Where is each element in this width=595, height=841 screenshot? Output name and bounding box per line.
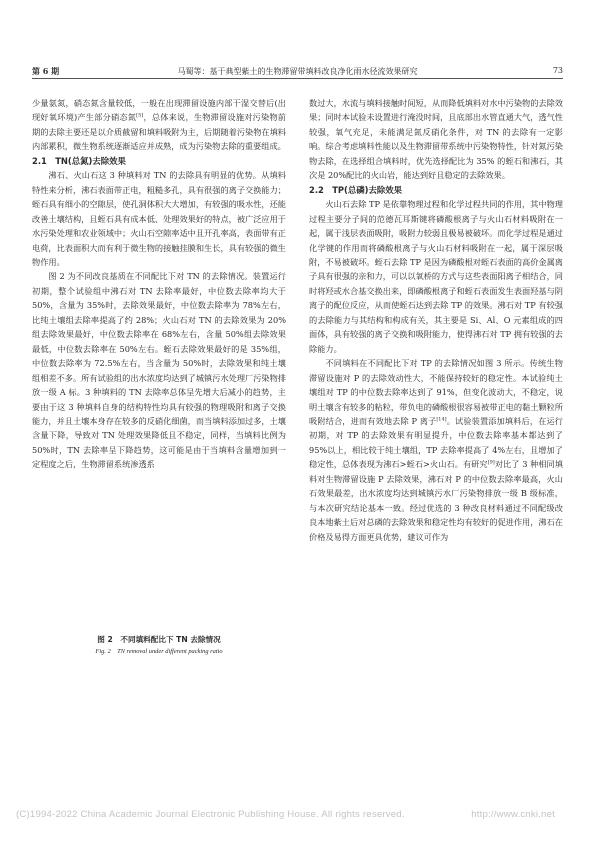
paragraph-text: ，总体来说，生物滞留设施对污染物前期的去除主要还是以介质截留和填料吸附为主，后期随着污染物在填料内部累积，微生物系统逐渐适应并成熟，成为污染物去除的重要组成。 — [32, 112, 286, 152]
section-heading-tn: 2.1 TN(总氮)去除效果 — [32, 155, 126, 166]
footer-link[interactable]: http://www.cnki.net — [471, 809, 555, 820]
paragraph — [309, 356, 563, 544]
figure-caption-en: Fig. 2 TN removal under different packing ratio — [95, 647, 223, 655]
running-title: 马蜀等：基于典型紫土的生物滞留带填料改良净化雨水径流效果研究 — [177, 67, 418, 76]
paragraph-text: 。试验装置添加填料后，在运行初期，对 TP 的去除效果有明显提升，中位数去除率基本都达到了 95%以上，相比较于纯土壤组，TP 去除率提高了 4%左右，且增加了稳定性，总体表现为沸石>蛭石>火山石。有研究 — [309, 416, 563, 470]
figure-2-placeholder — [32, 472, 286, 634]
issue-number: 第 6 期 — [32, 66, 60, 76]
paragraph: 数过大，水流与填料接触时间短，从而降低填料对水中污染物的去除效果；同时本试验未设置进行淹没时间，且底部出水管直通大气，透气性较强，氧气充足，未能满足氮反硝化条件，对 TN 的去除有一定影响。综合考虑填料性能以及生物滞留带系统中污染物特性，针对氮污染物去除，在选择组合填料时，优先选择配比为 35% 的蛭石和沸石，其次是 20%配比的火山岩，能达到好且稳定的去除效果。 — [309, 98, 563, 181]
running-header — [32, 62, 563, 79]
citation: [9] — [487, 459, 495, 466]
paragraph: 火山石去除 TP 是依靠物理过程和化学过程共同的作用，其中物理过程主要分子间的范德瓦耳斯键将磷酸根离子与火山石材料吸附在一起，属于浅层表面吸附，吸附力较弱且极易被破坏。而化学过程是通过化学键的作用而将磷酸根离子与火山石材料吸附在一起，属于深层吸附，不易被破坏。蛭石去除 TP 是因为磷酸根对蛭石表面的高价金属离子具有很强的亲和力，可以以氧桥的方式与这些表面阳离子相结合，同时将羟或水合基交换出来，即磷酸根离子和蛭石表面发生表面羟基与阴离子的配位反应，从而使蛭石达到去除 TP 的效果。沸石对 TP 有较强的去除能力与其结构和构成有关，其主要是 Si、Al、O 元素组成的四面体，具有较强的离子交换和吸附能力，使得沸石对 TP 拥有较强的去除能力。 — [309, 199, 563, 354]
citation: [5] — [136, 112, 144, 119]
citation: [14] — [436, 416, 447, 423]
paragraph-text: 对比了 3 种相同填料对生物滞留设施 P 去除效果，沸石对 P 的中位数去除率最高，火山石效果最差，出水浓度均达到城镇污水厂污染物排放一级 B 级标准，与本次研究结论基本一致。经过优选的 3 种改良材料通过不同配级改良本地紫土后对总磷的去除效果和稳定性均有较好的促进作用，沸石在价格及易得方面更具优势，建议可作为 — [309, 459, 563, 542]
right-column — [309, 96, 563, 544]
paragraph: 沸石、火山石这 3 种填料对 TN 的去除具有明显的优势。从填料特性来分析，沸石表面带正电，粗糙多孔，具有很强的离子交换能力；蛭石具有细小的空隙层，使孔洞体积大大增加，有较强的吸水性，还能改善土壤结构，且蛭石具有成本低、处理效果好的特点，被广泛应用于水污染处理和农业领域中；火山石空隙率适中且开孔率高，表面带有正电荷，比表面积大而有利于微生物的接触挂膜和生长，具有较强的微生物作用。 — [32, 170, 286, 268]
copyright-notice: (C)1994-2022 China Academic Journal Electronic Publishing House. All rights reserved. — [16, 809, 405, 820]
figure-caption-cn: 图 2 不同填料配比下 TN 去除情况 — [97, 634, 221, 644]
paragraph-text: 不同填料在不同配比下对 TP 的去除情况如图 3 所示。传统生物滞留设施对 P 的去除效动性大，不能保持较好的稳定性。本试验纯土壤组对 TP 的中位数去除率达到了 91%，但变化波动大，不稳定，说明土壤含有较多的粘粒，带负电的磷酸根很容易被带正电的黏土颗粒所吸附结合，进而有效地去除 P 离子 — [309, 358, 563, 427]
paragraph — [32, 96, 286, 154]
paragraph: 图 2 为不同改良基质在不同配比下对 TN 的去除情况。装置运行初期，整个试验组中沸石对 TN 去除率最好，中位数去除率均大于 50%，含量为 35%时，去除效果最好，中位数去除率为 78%左右，比纯土壤组去除率提高了约 28%；火山石对 TN 的去除效果为 20%组去除效果最好，中位数去除率在 68%左右，含量 50%组去除效果最低，中位数去除率在 50%左右。蛭石去除效果最好的是 35%组，中位数去除率为 72.5%左右，当含量为 50%时，去除效果和纯土壤组相差不多。所有试验组的出水浓度均达到了城镇污水处理厂污染物排放一级 A 标。3 种填料的 TN 去除率总体呈先增大后减小的趋势，主要由于这 3 种填料自身的结构特性均具有较强的物理吸附和离子交换能力，并且土壤本身存在较多的反硝化细菌，而当填料添加过多，土壤含量下降，导致对 TN 处理效果降低且不稳定，同样，当填料比例为 50%时，TN 去除率呈下降趋势，这可能是由于当填料含量增加到一定程度之后，生物滞留系统渗透系 — [32, 271, 286, 470]
section-heading-tp: 2.2 TP(总磷)去除效果 — [309, 184, 402, 195]
page-number: 73 — [552, 66, 563, 75]
paragraph-text: 少量氨氮，硝态氮含量较低，一般在出现滞留设施内部干湿交替后(出现好氧环境)产生部分硝态氮 — [32, 98, 286, 123]
left-column — [32, 96, 286, 657]
